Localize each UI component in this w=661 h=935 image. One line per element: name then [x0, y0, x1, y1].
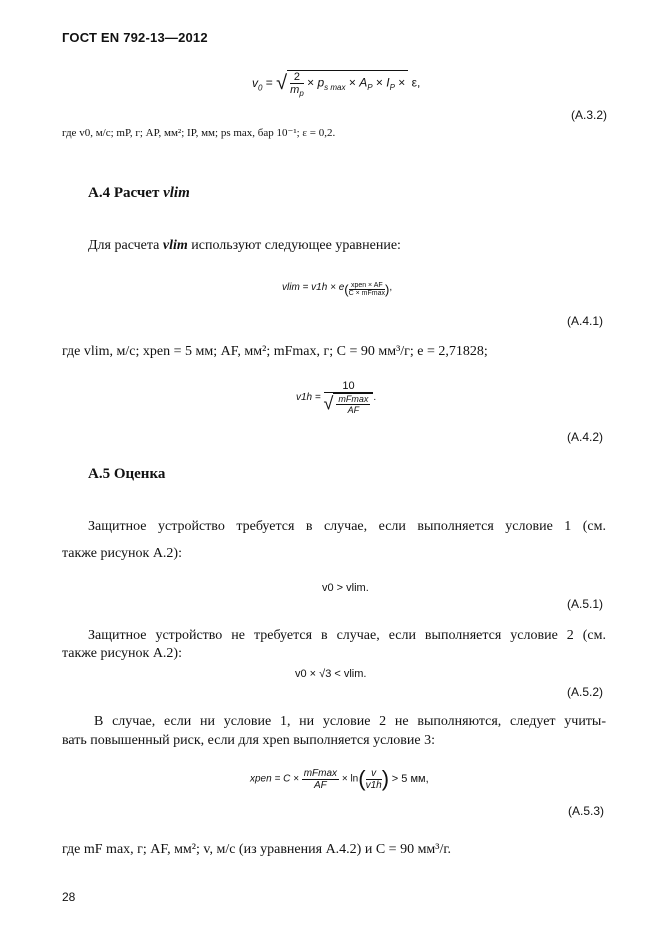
paragraph-a4: Для расчета vlim используют следующее уравнение:: [88, 238, 401, 253]
equation-a52: v0 × √3 < vlim.: [295, 668, 367, 680]
paragraph-a51-line2: также рисунок А.2):: [62, 546, 182, 561]
equation-a41-tag: (А.4.1): [567, 314, 604, 328]
page-header: ГОСТ EN 792-13—2012: [62, 30, 208, 45]
equation-a32-tag: (А.3.2): [571, 108, 608, 122]
equation-a53-tag: (А.5.3): [568, 804, 605, 818]
eq-a32-fraction: $\frac{2}{m_p}$: [290, 71, 304, 99]
eq-a32-lhs: $v_0$: [252, 75, 263, 93]
equation-a42: v1h = 10 √ $\frac{mFmax}{AF}$ .: [296, 380, 377, 415]
eq-a32-equals: =: [265, 75, 273, 90]
paragraph-a53-line1: В случае, если ни условие 1, ни условие 2 не выполняются, следует учиты-: [94, 714, 606, 729]
where-clause-3: где mF max, г; AF, мм²; v, м/с (из уравнения А.4.2) и C = 90 мм³/г.: [62, 842, 452, 857]
equation-a51: v0 > vlim.: [322, 582, 369, 594]
paragraph-a51-line1: Защитное устройство требуется в случае, если выполняется условие 1 (см.: [88, 519, 606, 534]
section-heading-a4: А.4 Расчет vlim: [88, 185, 190, 201]
where-clause-1: где v0, м/с; mP, г; AP, мм²; IP, мм; ps max, бар 10⁻¹; ε = 0,2.: [62, 127, 336, 139]
page-number: 28: [62, 890, 76, 904]
equation-a51-tag: (А.5.1): [567, 597, 604, 611]
equation-a32: $v_0$ = √ $\frac{2}{m_p}$ × $p_{s max} \times A_P \times I_P \times \varepsilon$,: [252, 71, 421, 99]
paragraph-a53-line2: вать повышенный риск, если для xpen выполняется условие 3:: [62, 733, 435, 748]
sqrt-icon: √: [323, 393, 334, 414]
equation-a42-tag: (А.4.2): [567, 430, 604, 444]
paragraph-a52-line1: Защитное устройство не требуется в случае, если выполняется условие 2 (см.: [88, 628, 606, 643]
section-heading-a5: А.5 Оценка: [88, 466, 166, 482]
equation-a41: vlim = v1h × e( $\frac{\text{xpen × AF}}{C \times mFmax}$ ),: [282, 282, 393, 297]
equation-a53: xpen = C × $\frac{mFmax}{AF}$ × ln( $\frac{v}{v1h}$ ) > 5 мм,: [250, 766, 429, 791]
sqrt-icon: √: [276, 72, 288, 94]
equation-a52-tag: (А.5.2): [567, 685, 604, 699]
where-clause-2: где vlim, м/с; xpen = 5 мм; AF, мм²; mFmax, г; C = 90 мм³/г; e = 2,71828;: [62, 344, 488, 359]
paragraph-a52-line2: также рисунок А.2):: [62, 646, 182, 661]
